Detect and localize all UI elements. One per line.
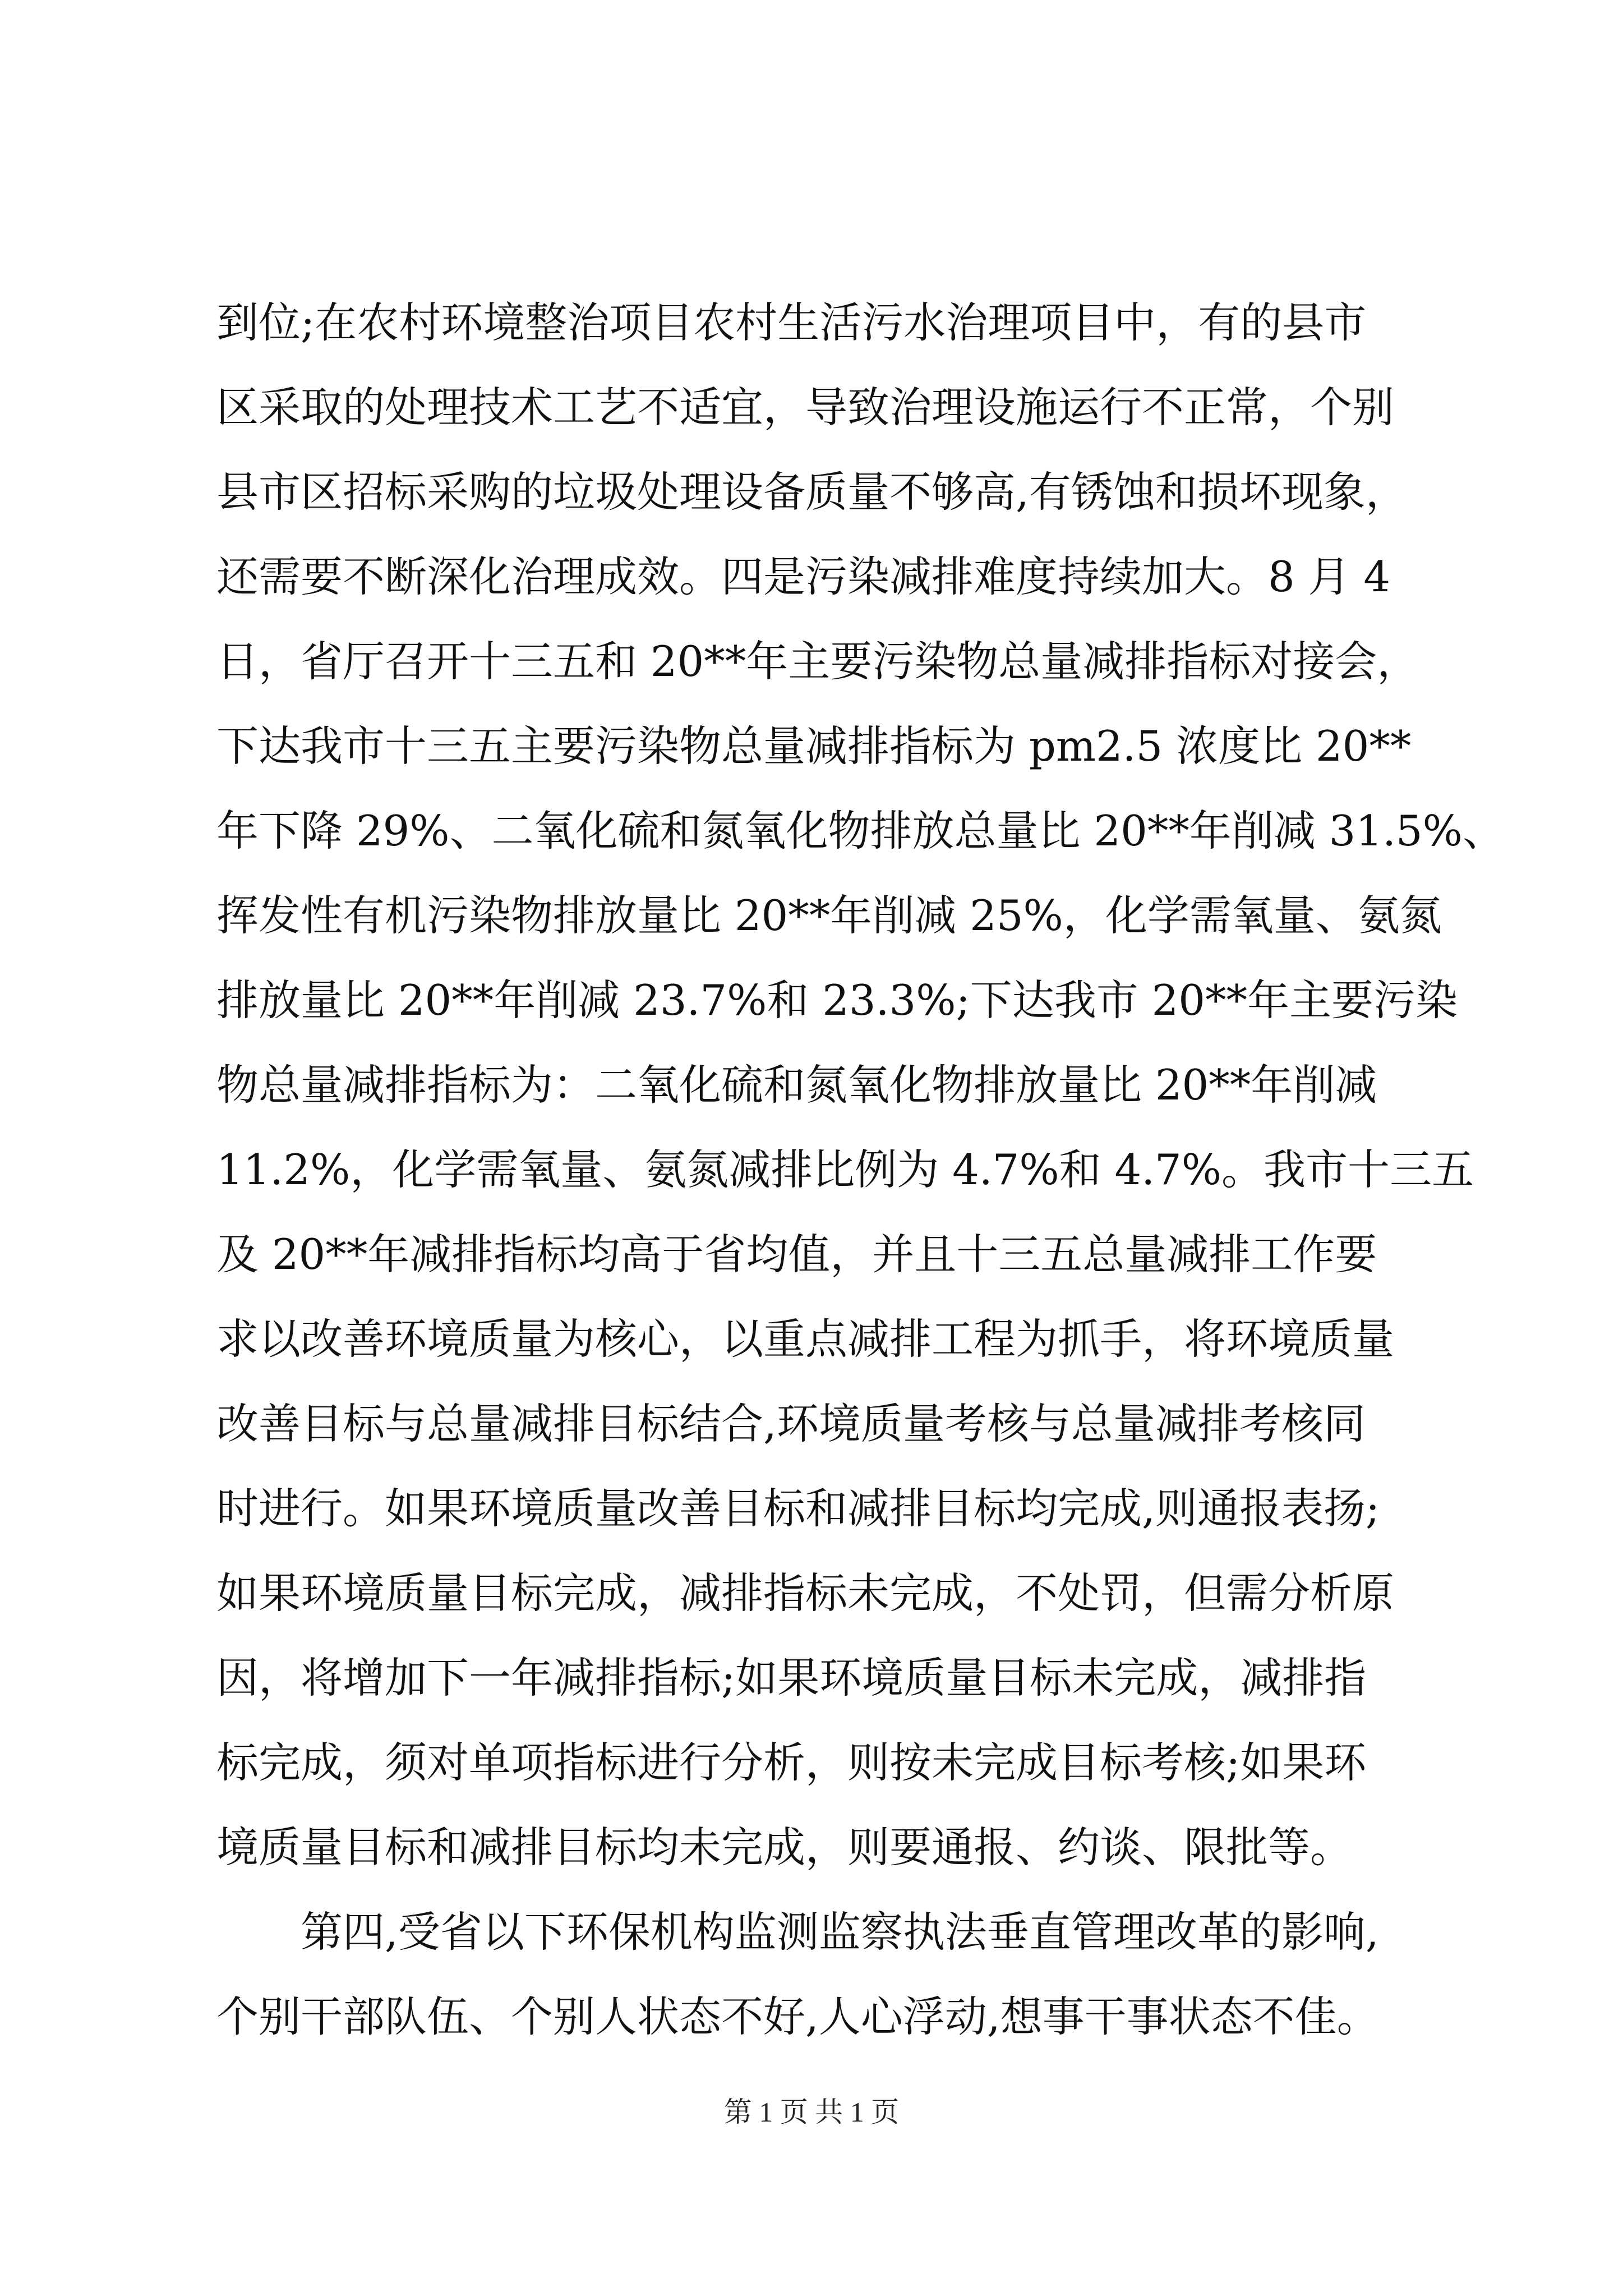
text-line-8: 挥发性有机污染物排放量比 20**年削减 25%，化学需氧量、氨氮 bbox=[216, 891, 1442, 940]
text-line-7: 年下降 29%、二氧化硫和氮氧化物排放总量比 20**年削减 31.5%、 bbox=[216, 806, 1505, 855]
text-line-13: 求以改善环境质量为核心，以重点减排工程为抓手，将环境质量 bbox=[216, 1314, 1395, 1364]
text-line-15: 时进行。如果环境质量改善目标和减排目标均完成,则通报表扬; bbox=[216, 1484, 1380, 1533]
text-line-3: 县市区招标采购的垃圾处理设备质量不够高,有锈蚀和损坏现象， bbox=[216, 467, 1408, 517]
text-line-4: 还需要不断深化治理成效。四是污染减排难度持续加大。8 月 4 bbox=[216, 552, 1391, 601]
text-line-20: 第四,受省以下环保机构监测监察执法垂直管理改革的影响, bbox=[216, 1907, 1379, 1957]
text-line-19: 境质量目标和减排目标均未完成，则要通报、约谈、限批等。 bbox=[216, 1823, 1353, 1872]
text-line-9: 排放量比 20**年削减 23.7%和 23.3%;下达我市 20**年主要污染 bbox=[216, 976, 1458, 1025]
text-line-5: 日，省厅召开十三五和 20**年主要污染物总量减排指标对接会， bbox=[216, 637, 1419, 686]
text-line-11: 11.2%，化学需氧量、氨氮减排比例为 4.7%和 4.7%。我市十三五 bbox=[216, 1145, 1474, 1194]
text-line-10: 物总量减排指标为：二氧化硫和氮氧化物排放量比 20**年削减 bbox=[216, 1060, 1377, 1110]
text-line-6: 下达我市十三五主要污染物总量减排指标为 pm2.5 浓度比 20** bbox=[216, 721, 1412, 771]
text-line-2: 区采取的处理技术工艺不适宜，导致治理设施运行不正常，个别 bbox=[216, 383, 1395, 432]
text-line-18: 标完成，须对单项指标进行分析，则按未完成目标考核;如果环 bbox=[216, 1738, 1367, 1787]
page-footer: 第 1 页 共 1 页 bbox=[723, 2096, 900, 2128]
text-line-16: 如果环境质量目标完成，减排指标未完成，不处罚，但需分析原 bbox=[216, 1568, 1395, 1618]
text-line-17: 因，将增加下一年减排指标;如果环境质量目标未完成，减排指 bbox=[216, 1653, 1367, 1703]
text-line-14: 改善目标与总量减排目标结合,环境质量考核与总量减排考核同 bbox=[216, 1399, 1366, 1448]
text-line-12: 及 20**年减排指标均高于省均值，并且十三五总量减排工作要 bbox=[216, 1230, 1377, 1279]
text-line-1: 到位;在农村环境整治项目农村生活污水治理项目中，有的县市 bbox=[216, 298, 1367, 347]
text-line-21: 个别干部队伍、个别人状态不好,人心浮动,想事干事状态不佳。 bbox=[216, 1992, 1379, 2041]
